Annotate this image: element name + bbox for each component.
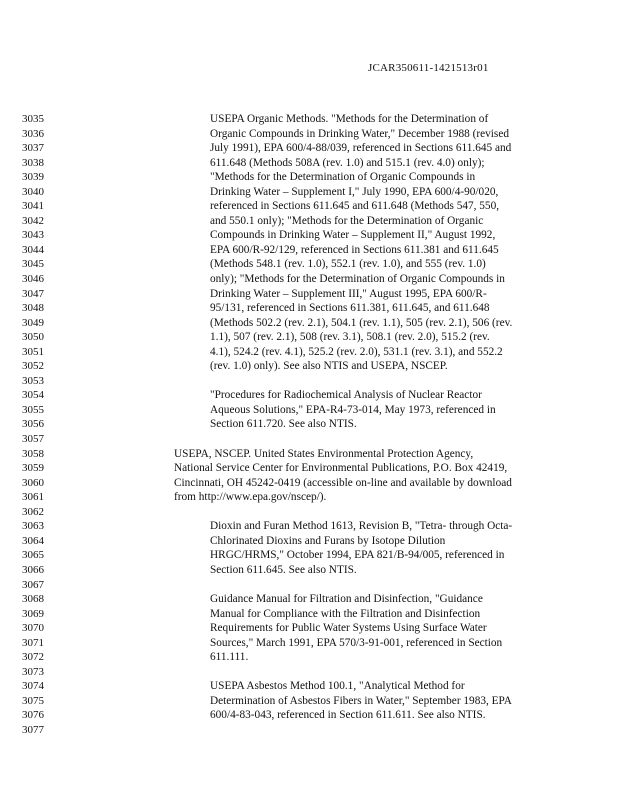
line-text: 600/4-83-043, referenced in Section 611.611. See also NTIS.	[210, 709, 486, 722]
text-line	[0, 636, 618, 651]
line-text: USEPA, NSCEP. United States Environmental Protection Agency,	[174, 447, 474, 460]
text-line	[0, 563, 618, 578]
line-text: (rev. 1.0) only). See also NTIS and USEPA, NSCEP.	[210, 360, 448, 373]
text-line	[0, 156, 618, 171]
line-number: 3053	[22, 374, 44, 387]
text-line	[0, 301, 618, 316]
line-number: 3066	[22, 563, 44, 576]
text-line	[0, 374, 618, 389]
line-number: 3057	[22, 433, 44, 446]
line-text: Dioxin and Furan Method 1613, Revision B, "Tetra- through Octa-	[210, 520, 513, 533]
text-line	[0, 708, 618, 723]
line-text: USEPA Organic Methods. "Methods for the Determination of	[210, 113, 489, 125]
line-number: 3071	[22, 636, 44, 649]
text-line	[0, 330, 618, 345]
line-number: 3064	[22, 534, 44, 547]
line-text: USEPA Asbestos Method 100.1, "Analytical Method for	[210, 680, 465, 693]
line-text: Manual for Compliance with the Filtration and Disinfection	[210, 607, 481, 620]
line-number: 3036	[22, 127, 44, 140]
text-line	[0, 272, 618, 287]
document-id-header: JCAR350611-1421513r01	[368, 62, 489, 74]
line-text: Organic Compounds in Drinking Water," December 1988 (revised	[210, 127, 509, 140]
line-text: Chlorinated Dioxins and Furans by Isotope Dilution	[210, 534, 446, 547]
text-line	[0, 141, 618, 156]
text-line	[0, 548, 618, 563]
text-line	[0, 403, 618, 418]
line-text: "Methods for the Determination of Organic Compounds in	[210, 171, 476, 184]
line-number: 3075	[22, 694, 44, 707]
text-line	[0, 519, 618, 534]
text-line	[0, 345, 618, 360]
line-text: 611.111.	[210, 651, 249, 664]
line-number: 3056	[22, 418, 44, 431]
line-number: 3062	[22, 505, 44, 518]
line-text: Sources," March 1991, EPA 570/3-91-001, referenced in Section	[210, 636, 503, 649]
line-number: 3070	[22, 622, 44, 635]
line-number: 3065	[22, 549, 44, 562]
line-number: 3059	[22, 462, 44, 475]
text-line	[0, 432, 618, 447]
text-line	[0, 621, 618, 636]
line-number: 3063	[22, 520, 44, 533]
text-line	[0, 723, 618, 738]
text-line	[0, 185, 618, 200]
line-text: Section 611.720. See also NTIS.	[210, 418, 357, 431]
line-text: Cincinnati, OH 45242-0419 (accessible on-line and available by download	[174, 476, 512, 489]
line-text: "Procedures for Radiochemical Analysis of Nuclear Reactor	[210, 389, 482, 402]
line-text: Drinking Water – Supplement I," July 1990, EPA 600/4-90/020,	[210, 185, 499, 198]
text-line	[0, 607, 618, 622]
line-number: 3067	[22, 578, 44, 591]
text-line	[0, 228, 618, 243]
line-text: only); "Methods for the Determination of Organic Compounds in	[210, 273, 505, 286]
line-number: 3060	[22, 476, 44, 489]
text-line	[0, 679, 618, 694]
line-text: EPA 600/R-92/129, referenced in Sections 611.381 and 611.645	[210, 243, 499, 256]
line-text: Compounds in Drinking Water – Supplement II," August 1992,	[210, 229, 496, 242]
text-line	[0, 665, 618, 680]
line-text: (Methods 502.2 (rev. 2.1), 504.1 (rev. 1.1), 505 (rev. 2.1), 506 (rev.	[210, 316, 513, 329]
text-line	[0, 490, 618, 505]
line-number: 3037	[22, 142, 44, 155]
line-number: 3048	[22, 302, 44, 315]
line-text: referenced in Sections 611.645 and 611.648 (Methods 547, 550,	[210, 200, 500, 213]
line-number: 3058	[22, 447, 44, 460]
text-line	[0, 214, 618, 229]
line-text: HRGC/HRMS," October 1994, EPA 821/B-94/005, referenced in	[210, 549, 505, 562]
text-line	[0, 287, 618, 302]
line-number: 3077	[22, 723, 44, 736]
text-line	[0, 359, 618, 374]
line-text: Drinking Water – Supplement III," August 1995, EPA 600/R-	[210, 287, 487, 300]
line-number: 3061	[22, 491, 44, 504]
line-text: Determination of Asbestos Fibers in Water," September 1983, EPA	[210, 694, 512, 707]
text-line	[0, 578, 618, 593]
line-number: 3049	[22, 316, 44, 329]
line-number: 3044	[22, 243, 44, 256]
line-number: 3042	[22, 214, 44, 227]
line-text: 611.648 (Methods 508A (rev. 1.0) and 515.1 (rev. 4.0) only);	[210, 156, 485, 169]
line-number: 3069	[22, 607, 44, 620]
line-text: 95/131, referenced in Sections 611.381, 611.645, and 611.648	[210, 302, 490, 315]
text-line	[0, 257, 618, 272]
line-number: 3068	[22, 593, 44, 606]
line-number: 3041	[22, 200, 44, 213]
line-number: 3040	[22, 185, 44, 198]
text-line	[0, 112, 618, 127]
text-line	[0, 199, 618, 214]
text-line	[0, 461, 618, 476]
text-line	[0, 417, 618, 432]
line-number: 3043	[22, 229, 44, 242]
line-text: National Service Center for Environmental Publications, P.O. Box 42419,	[174, 462, 508, 475]
line-text: Aqueous Solutions," EPA-R4-73-014, May 1973, referenced in	[210, 403, 496, 416]
text-line	[0, 388, 618, 403]
line-text: (Methods 548.1 (rev. 1.0), 552.1 (rev. 1.0), and 555 (rev. 1.0)	[210, 258, 486, 271]
line-number: 3052	[22, 360, 44, 373]
text-line	[0, 476, 618, 491]
text-line	[0, 243, 618, 258]
line-number: 3039	[22, 171, 44, 184]
text-line	[0, 650, 618, 665]
line-number: 3045	[22, 258, 44, 271]
line-number: 3047	[22, 287, 44, 300]
line-text: and 550.1 only); "Methods for the Determination of Organic	[210, 214, 484, 227]
line-number: 3074	[22, 680, 44, 693]
line-number: 3038	[22, 156, 44, 169]
line-text: Section 611.645. See also NTIS.	[210, 563, 357, 576]
text-line	[0, 127, 618, 142]
line-number: 3072	[22, 651, 44, 664]
line-text: July 1991), EPA 600/4-88/039, referenced in Sections 611.645 and	[210, 142, 512, 155]
text-line	[0, 447, 618, 462]
line-number: 3046	[22, 273, 44, 286]
line-number: 3051	[22, 345, 44, 358]
text-line	[0, 170, 618, 185]
text-line	[0, 592, 618, 607]
line-text: 4.1), 524.2 (rev. 4.1), 525.2 (rev. 2.0), 531.1 (rev. 3.1), and 552.2	[210, 345, 503, 358]
line-number: 3076	[22, 709, 44, 722]
text-line	[0, 534, 618, 549]
line-number: 3054	[22, 389, 44, 402]
line-text: from http://www.epa.gov/nscep/).	[174, 491, 327, 504]
line-numbered-text	[0, 112, 618, 738]
line-number: 3055	[22, 403, 44, 416]
line-text: Guidance Manual for Filtration and Disinfection, "Guidance	[210, 593, 483, 606]
text-line	[0, 694, 618, 709]
line-number: 3035	[22, 113, 44, 125]
line-number: 3050	[22, 331, 44, 344]
text-line	[0, 316, 618, 331]
line-text: Requirements for Public Water Systems Using Surface Water	[210, 622, 487, 635]
line-text: 1.1), 507 (rev. 2.1), 508 (rev. 3.1), 508.1 (rev. 2.0), 515.2 (rev.	[210, 331, 490, 344]
text-line	[0, 505, 618, 520]
line-number: 3073	[22, 665, 44, 678]
